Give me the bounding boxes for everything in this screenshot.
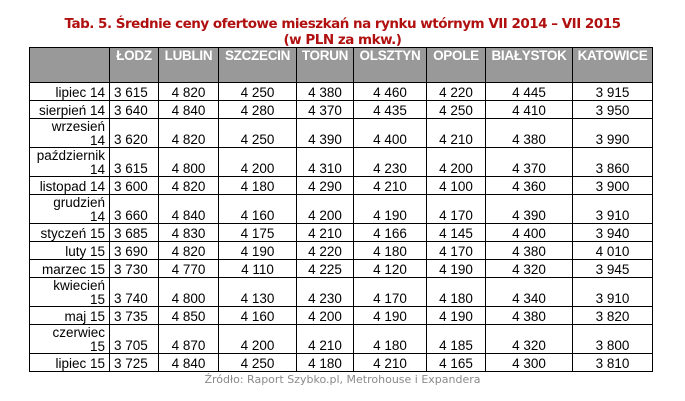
price-cell: 4 460 [354,83,427,101]
price-cell: 4 360 [486,177,573,195]
price-cell: 3 730 [110,260,159,278]
price-cell: 3 740 [110,278,159,307]
price-cell: 4 250 [219,83,297,101]
column-header: SZCZECIN [219,48,297,83]
header-corner [30,48,110,83]
month-cell: październik 14 [30,148,110,177]
table-row [30,177,653,195]
price-cell: 3 725 [110,354,159,372]
table-row [30,242,653,260]
price-cell: 4 370 [297,101,354,119]
price-cell: 4 380 [297,83,354,101]
price-cell: 4 400 [354,119,427,148]
column-header: LUBLIN [159,48,219,83]
price-cell: 4 180 [354,325,427,354]
price-cell: 4 220 [427,83,486,101]
price-cell: 4 340 [486,278,573,307]
price-cell: 4 190 [427,307,486,325]
price-cell: 3 945 [573,260,653,278]
month-cell: lipiec 14 [30,83,110,101]
price-cell: 4 210 [297,224,354,242]
price-cell: 4 010 [573,242,653,260]
price-cell: 4 410 [486,101,573,119]
table-row [30,224,653,242]
price-cell: 4 180 [297,354,354,372]
price-cell: 3 660 [110,195,159,224]
price-cell: 4 850 [159,307,219,325]
price-cell: 4 180 [354,242,427,260]
price-cell: 3 705 [110,325,159,354]
price-cell: 4 820 [159,119,219,148]
price-cell: 4 190 [427,260,486,278]
column-header: OPOLE [427,48,486,83]
price-cell: 3 900 [573,177,653,195]
table-row [30,101,653,119]
price-cell: 4 435 [354,101,427,119]
price-cell: 4 190 [219,242,297,260]
column-header: KATOWICE [573,48,653,83]
price-cell: 4 300 [486,354,573,372]
table-row [30,148,653,177]
price-cell: 4 110 [219,260,297,278]
price-cell: 4 370 [486,148,573,177]
price-cell: 4 770 [159,260,219,278]
price-cell: 4 250 [427,101,486,119]
price-cell: 4 280 [219,101,297,119]
price-cell: 3 940 [573,224,653,242]
table-row [30,354,653,372]
price-cell: 4 310 [297,148,354,177]
table-row [30,260,653,278]
column-header: TORUN [297,48,354,83]
price-cell: 4 820 [159,83,219,101]
source-note: Źródło: Raport Szybko.pl, Metrohouse i Expandera [204,373,481,386]
price-cell: 3 735 [110,307,159,325]
price-cell: 4 200 [297,195,354,224]
price-cell: 3 820 [573,307,653,325]
month-cell: kwiecień 15 [30,278,110,307]
table-row [30,307,653,325]
price-cell: 4 250 [219,354,297,372]
table-row [30,195,653,224]
price-cell: 4 180 [427,278,486,307]
price-cell: 4 380 [486,307,573,325]
header-row [30,48,653,83]
price-cell: 4 210 [354,354,427,372]
price-cell: 3 600 [110,177,159,195]
price-cell: 4 820 [159,242,219,260]
month-cell: czerwiec 15 [30,325,110,354]
price-cell: 4 840 [159,354,219,372]
price-cell: 4 200 [297,307,354,325]
month-cell: sierpień 14 [30,101,110,119]
price-cell: 4 800 [159,278,219,307]
price-cell: 4 120 [354,260,427,278]
price-cell: 4 200 [427,148,486,177]
price-cell: 4 290 [297,177,354,195]
price-cell: 3 690 [110,242,159,260]
price-cell: 4 225 [297,260,354,278]
price-cell: 4 165 [427,354,486,372]
price-cell: 4 380 [486,119,573,148]
price-cell: 4 160 [219,307,297,325]
price-cell: 3 810 [573,354,653,372]
price-cell: 4 400 [486,224,573,242]
price-cell: 4 190 [354,307,427,325]
month-cell: maj 15 [30,307,110,325]
price-cell: 4 820 [159,177,219,195]
price-cell: 3 615 [110,148,159,177]
month-cell: grudzień 14 [30,195,110,224]
price-cell: 3 950 [573,101,653,119]
price-cell: 4 170 [427,195,486,224]
price-cell: 3 620 [110,119,159,148]
price-cell: 3 685 [110,224,159,242]
price-cell: 4 230 [297,278,354,307]
column-header: OLSZTYN [354,48,427,83]
price-cell: 4 830 [159,224,219,242]
price-cell: 4 170 [427,242,486,260]
price-cell: 3 800 [573,325,653,354]
price-cell: 4 175 [219,224,297,242]
price-cell: 3 990 [573,119,653,148]
price-cell: 3 910 [573,195,653,224]
price-cell: 3 915 [573,83,653,101]
price-cell: 3 860 [573,148,653,177]
price-table [29,47,653,372]
price-cell: 4 100 [427,177,486,195]
table-row [30,278,653,307]
price-cell: 3 640 [110,101,159,119]
price-cell: 4 190 [354,195,427,224]
table-subtitle: (w PLN za mkw.) [283,32,402,48]
price-cell: 4 130 [219,278,297,307]
table-row [30,83,653,101]
price-cell: 4 145 [427,224,486,242]
price-cell: 4 840 [159,195,219,224]
column-header: BIAŁYSTOK [486,48,573,83]
price-cell: 4 210 [297,325,354,354]
month-cell: luty 15 [30,242,110,260]
month-cell: marzec 15 [30,260,110,278]
table-title: Tab. 5. Średnie ceny ofertowe mieszkań na rynku wtórnym VII 2014 – VII 2015 [64,16,621,32]
price-cell: 4 166 [354,224,427,242]
table-row [30,119,653,148]
price-cell: 4 445 [486,83,573,101]
price-cell: 4 200 [219,325,297,354]
price-cell: 4 170 [354,278,427,307]
price-cell: 4 210 [427,119,486,148]
price-cell: 4 180 [219,177,297,195]
price-cell: 4 840 [159,101,219,119]
price-cell: 4 380 [486,242,573,260]
price-cell: 4 250 [219,119,297,148]
month-cell: wrzesień 14 [30,119,110,148]
price-cell: 4 320 [486,325,573,354]
price-cell: 3 910 [573,278,653,307]
price-cell: 4 230 [354,148,427,177]
price-cell: 4 185 [427,325,486,354]
price-cell: 4 390 [297,119,354,148]
price-cell: 4 870 [159,325,219,354]
price-cell: 4 320 [486,260,573,278]
price-cell: 4 800 [159,148,219,177]
price-cell: 4 160 [219,195,297,224]
price-cell: 3 615 [110,83,159,101]
price-cell: 4 390 [486,195,573,224]
price-cell: 4 210 [354,177,427,195]
month-cell: listopad 14 [30,177,110,195]
price-cell: 4 220 [297,242,354,260]
column-header: ŁODZ [110,48,159,83]
month-cell: lipiec 15 [30,354,110,372]
price-cell: 4 200 [219,148,297,177]
month-cell: styczeń 15 [30,224,110,242]
table-row [30,325,653,354]
